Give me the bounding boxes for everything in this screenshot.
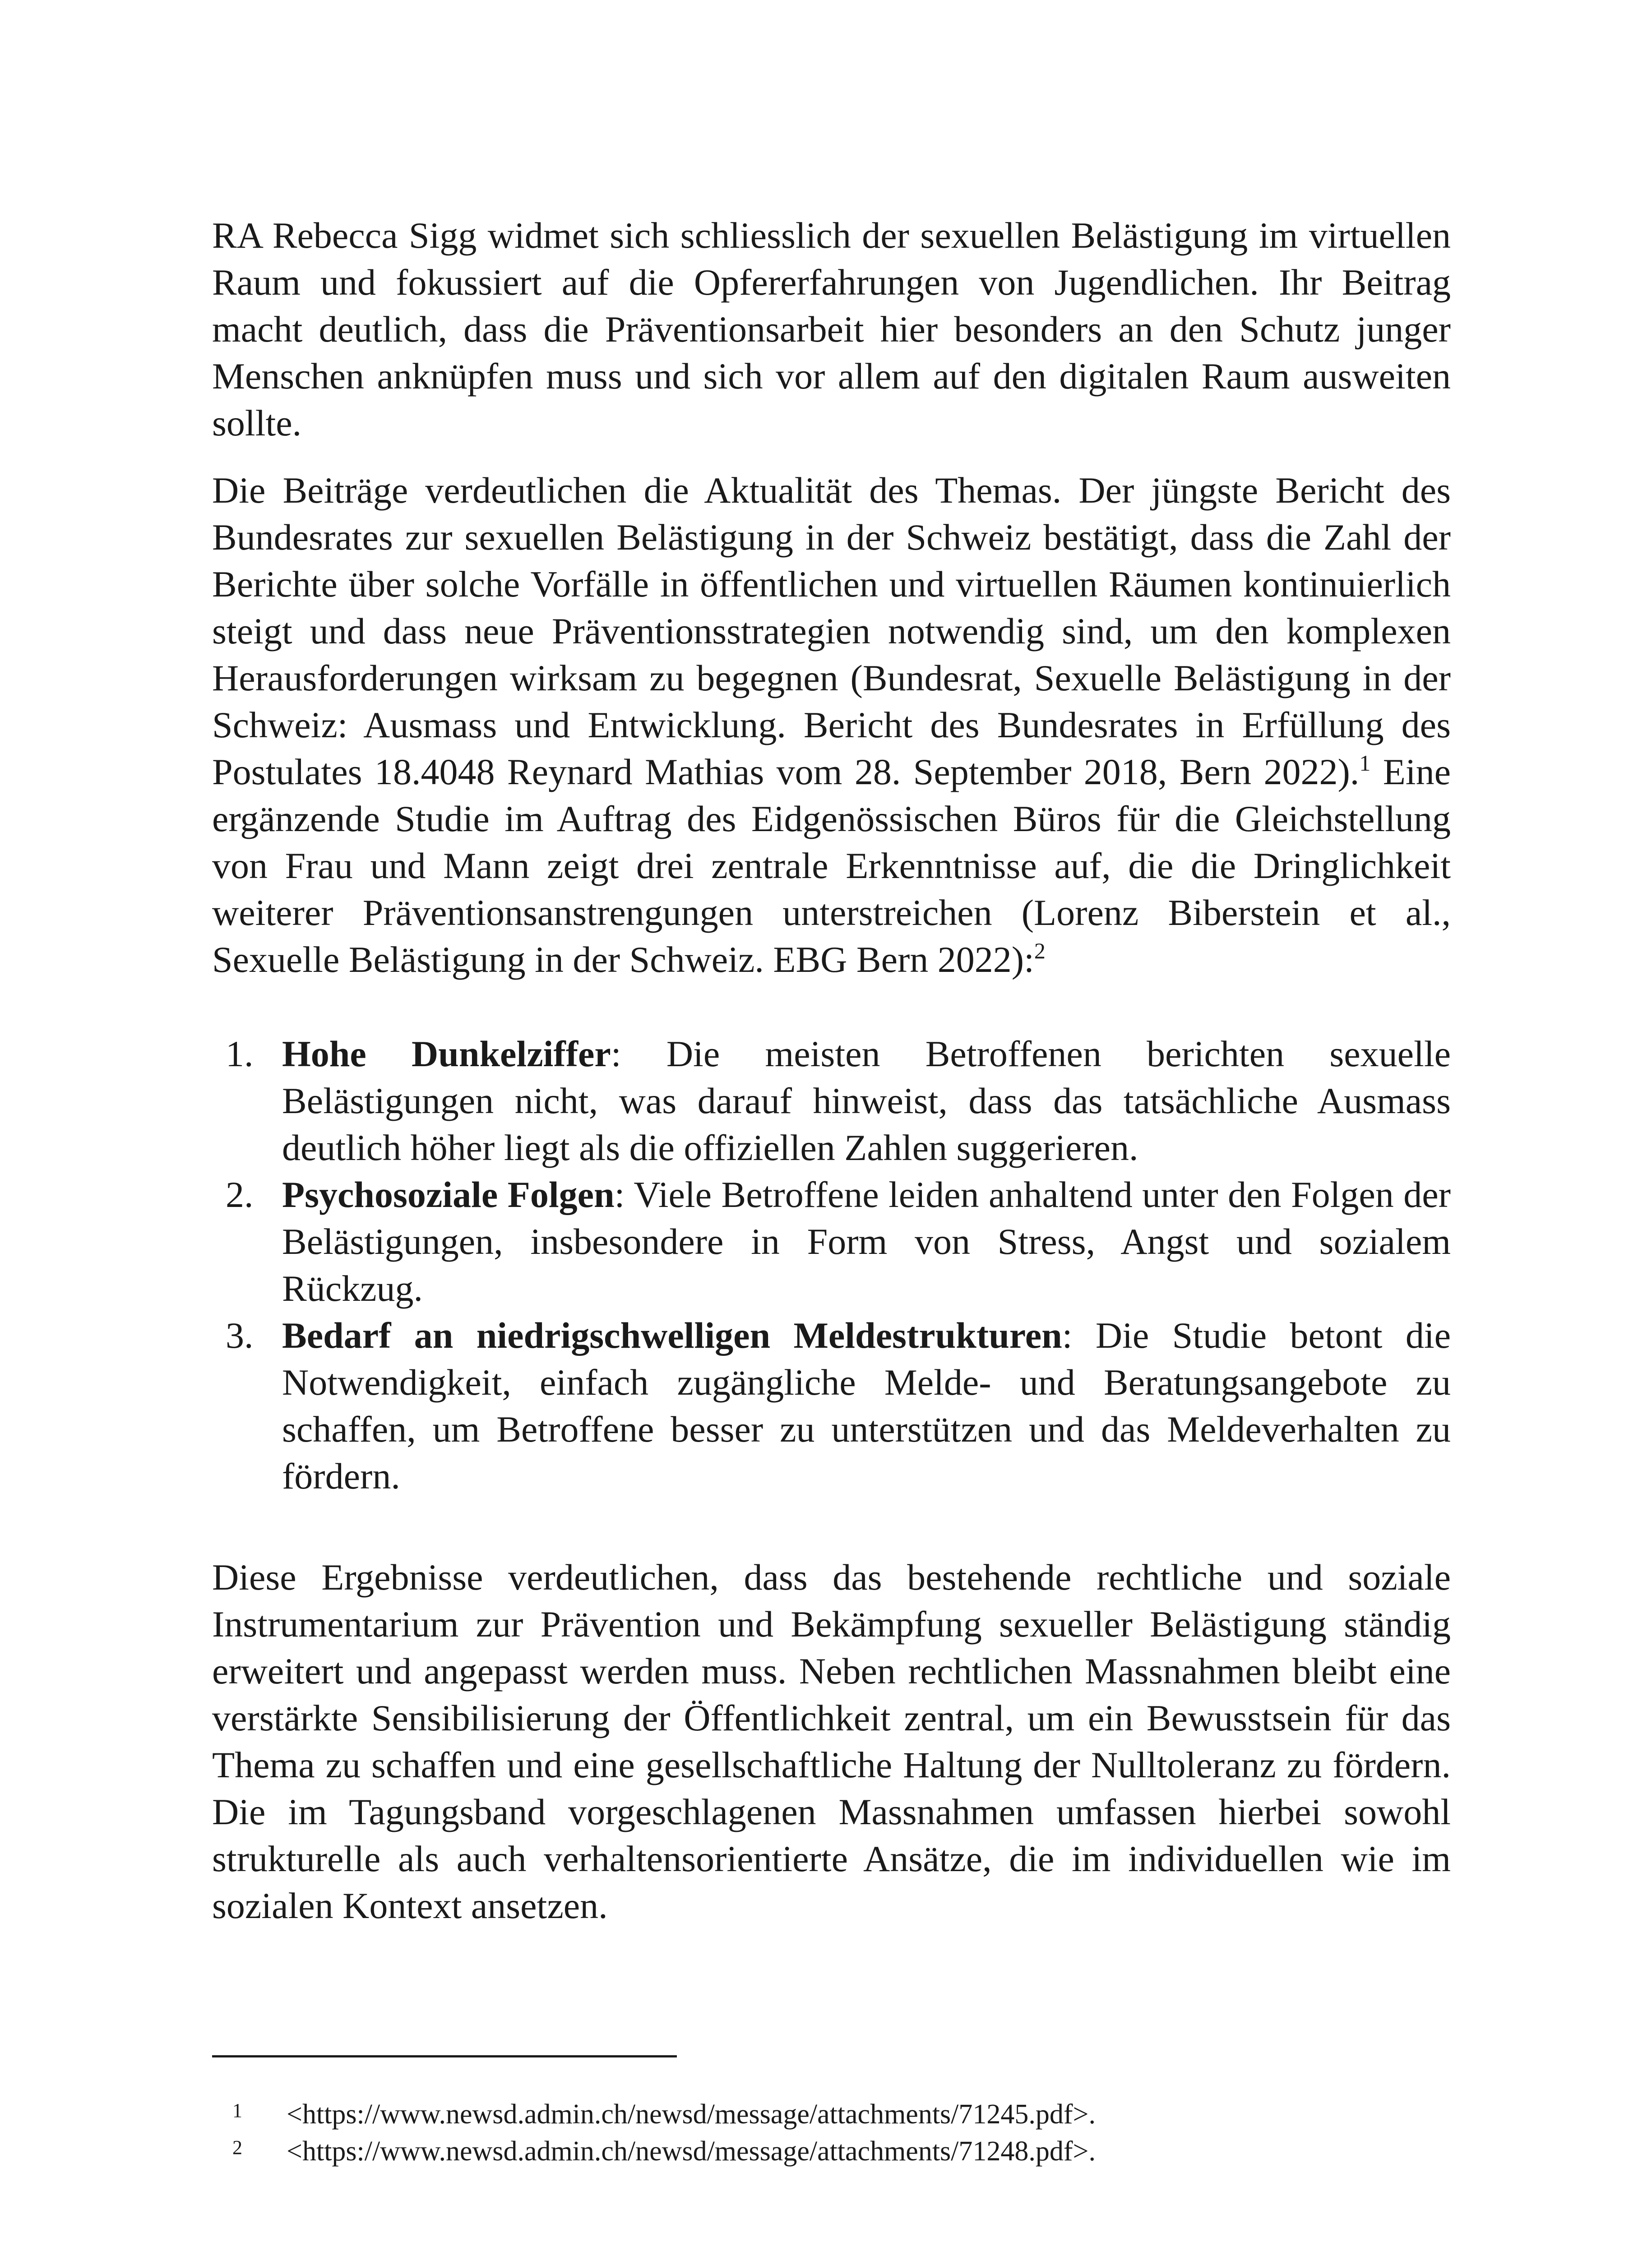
finding-term: Psychosoziale Folgen [282, 1174, 615, 1215]
footnote-ref-1: 1 [1359, 750, 1371, 776]
findings-list [212, 1031, 1451, 1500]
footnote-2 [212, 2133, 1451, 2170]
finding-text: : Viele Betroffene leiden anhaltend unter den Folgen der Belästigungen, insbesondere in Form von Stress, Angst und sozialem Rückzug. [282, 1174, 1451, 1309]
footnote-divider [212, 2055, 677, 2057]
footnote-1 [212, 2096, 1451, 2133]
finding-item [212, 1312, 1451, 1500]
footnote-link[interactable]: <https://www.newsd.admin.ch/newsd/message/attachments/71245.pdf>. [287, 2099, 1096, 2130]
finding-item [212, 1031, 1451, 1171]
footnote-link[interactable]: <https://www.newsd.admin.ch/newsd/message/attachments/71248.pdf>. [287, 2136, 1096, 2167]
footnote-number: 1 [232, 2099, 242, 2122]
finding-term: Hohe Dunkelziffer [282, 1033, 611, 1074]
finding-term: Bedarf an niedrigschwelligen Meldestrukturen [282, 1315, 1062, 1356]
paragraph-actuality [212, 467, 1451, 983]
footnote-number: 2 [232, 2136, 242, 2159]
finding-item [212, 1171, 1451, 1312]
footnote-ref-2: 2 [1034, 938, 1046, 963]
footnotes [212, 2096, 1451, 2170]
finding-number: 1. [226, 1033, 254, 1074]
paragraph-actuality-part2: Eine ergänzende Studie im Auftrag des Eidgenössischen Büros für die Gleichstellung von Frau und Mann zeigt drei zentrale Erkenntnisse auf, die die Dringlichkeit weiterer Präventionsanstrengungen unterstreichen (Lorenz Biberstein et al., Sexuelle Belästigung in der Schweiz. EBG Bern 2022): [212, 751, 1451, 980]
finding-number: 2. [226, 1174, 254, 1215]
finding-number: 3. [226, 1315, 254, 1356]
finding-text: : Die meisten Betroffenen berichten sexuelle Belästigungen nicht, was darauf hinweist, dass das tatsächliche Ausmass deutlich höher liegt als die offiziellen Zahlen suggerieren. [282, 1033, 1451, 1168]
paragraph-sigg: RA Rebecca Sigg widmet sich schliesslich der sexuellen Belästigung im virtuellen Raum und fokussiert auf die Opfererfahrungen von Jugendlichen. Ihr Beitrag macht deutlich, dass die Präventionsarbeit hier besonders an den Schutz junger Menschen anknüpfen muss und sich vor allem auf den digitalen Raum ausweiten sollte. [212, 215, 1451, 444]
main-text [212, 212, 1451, 1950]
paragraph-conclusion: Diese Ergebnisse verdeutlichen, dass das bestehende rechtliche und soziale Instrumentarium zur Prävention und Bekämpfung sexueller Belästigung ständig erweitert und angepasst werden muss. Neben rechtlichen Massnahmen bleibt eine verstärkte Sensibilisierung der Öffentlichkeit zentral, um ein Bewusstsein für das Thema zu schaffen und eine gesellschaftliche Haltung der Nulltoleranz zu fördern. Die im Tagungsband vorgeschlagenen Massnahmen umfassen hierbei sowohl strukturelle als auch verhaltensorientierte Ansätze, die im individuellen wie im sozialen Kontext ansetzen. [212, 1557, 1451, 1926]
paragraph-actuality-part1: Die Beiträge verdeutlichen die Aktualität des Themas. Der jüngste Bericht des Bundesrates zur sexuellen Belästigung in der Schweiz bestätigt, dass die Zahl der Berichte über solche Vorfälle in öffentlichen und virtuellen Räumen kontinuierlich steigt und dass neue Präventionsstrategien notwendig sind, um den komplexen Herausforderungen wirksam zu begegnen (Bundesrat, Sexuelle Belästigung in der Schweiz: Ausmass und Entwicklung. Bericht des Bundesrates in Erfüllung des Postulates 18.4048 Reynard Mathias vom 28. September 2018, Bern 2022). [212, 470, 1451, 792]
finding-text: : Die Studie betont die Notwendigkeit, einfach zugängliche Melde- und Beratungsangebote zu schaffen, um Betroffene besser zu unterstützen und das Meldeverhalten zu fördern. [282, 1315, 1451, 1497]
